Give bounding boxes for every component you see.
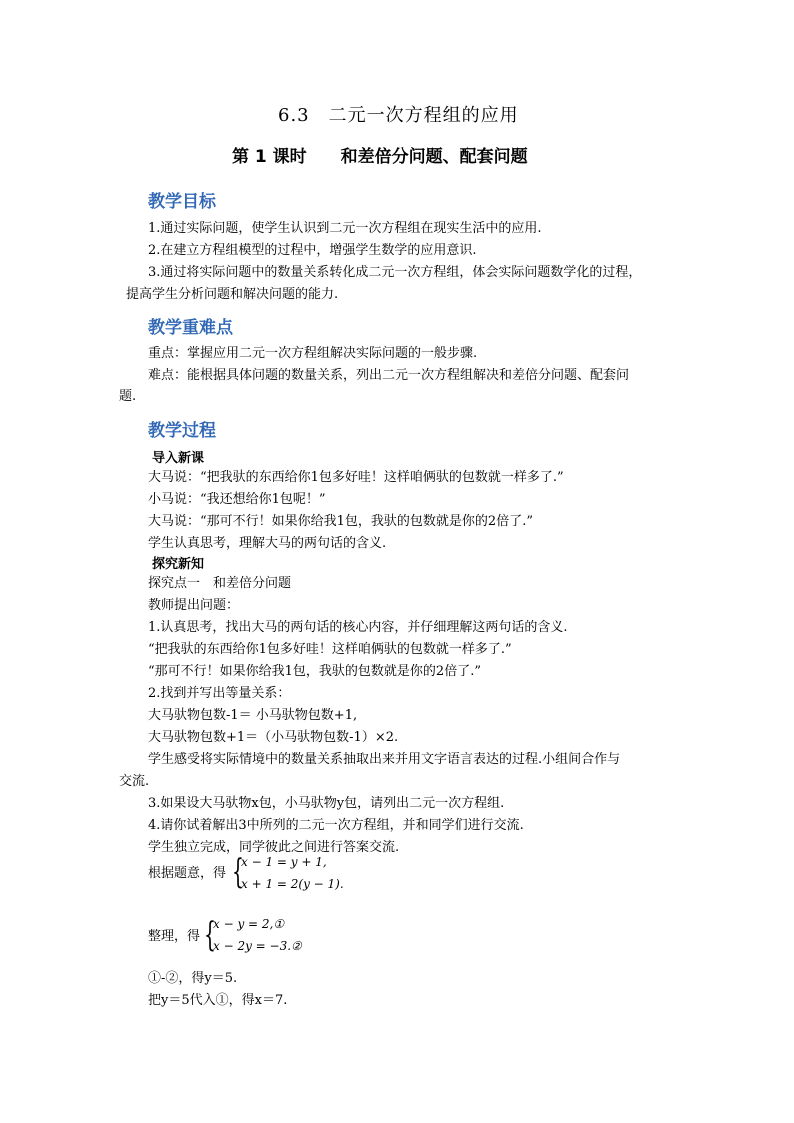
system2-brace: { xyxy=(204,915,216,955)
intro-line-2: 小马说：“我还想给你1包呢！” xyxy=(148,492,326,507)
section-heading-keypoints: 教学重难点 xyxy=(148,318,233,338)
goal-item-2: 2.在建立方程组模型的过程中，增强学生数学的应用意识. xyxy=(148,243,477,258)
explore-line-10: 3.如果设大马驮物x包，小马驮物y包，请列出二元一次方程组. xyxy=(148,796,505,811)
page-title: 6.3 二元一次方程组的应用 xyxy=(278,105,519,126)
keypoint-focus: 重点：掌握应用二元一次方程组解决实际问题的一般步骤. xyxy=(148,346,478,361)
subheading-explore: 探究新知 xyxy=(152,557,205,572)
explore-line-3: 1.认真思考，找出大马的两句话的核心内容，并仔细理解这两句话的含义. xyxy=(148,620,568,635)
explore-line-4: “把我驮的东西给你1包多好哇！这样咱俩驮的包数就一样多了.” xyxy=(148,642,512,657)
system1-brace: { xyxy=(232,852,244,892)
system1-eq1: x − 1 = y + 1, xyxy=(241,855,327,869)
solution-line-1: ①-②，得y＝5. xyxy=(148,971,238,986)
explore-line-1: 探究点一 和差倍分问题 xyxy=(148,576,292,591)
explore-line-12: 学生独立完成，同学彼此之间进行答案交流. xyxy=(148,840,400,855)
explore-line-9-cont: 交流. xyxy=(119,774,150,789)
explore-line-8: 大马驮物包数+1＝（小马驮物包数-1）×2. xyxy=(148,730,399,745)
solution-line-2: 把y＝5代入①，得x＝7. xyxy=(148,993,288,1008)
system2-eq1: x − y = 2,① xyxy=(213,917,285,931)
system1-eq2: x + 1 = 2(y − 1). xyxy=(241,877,344,891)
page-subtitle: 第 1 课时 和差倍分问题、配套问题 xyxy=(232,147,528,167)
explore-line-5: “那可不行！如果你给我1包，我驮的包数就是你的2倍了.” xyxy=(148,664,481,679)
goal-item-1: 1.通过实际问题，使学生认识到二元一次方程组在现实生活中的应用. xyxy=(148,221,542,236)
intro-line-1: 大马说：“把我驮的东西给你1包多好哇！这样咱俩驮的包数就一样多了.” xyxy=(148,470,564,485)
system2-eq2: x − 2y = −3.② xyxy=(213,939,302,953)
explore-line-6: 2.找到并写出等量关系： xyxy=(148,686,291,701)
section-heading-process: 教学过程 xyxy=(148,421,216,441)
system2-label: 整理，得 xyxy=(148,929,201,944)
explore-line-9: 学生感受将实际情境中的数量关系抽取出来并用文字语言表达的过程.小组间合作与 xyxy=(148,752,621,767)
explore-line-7: 大马驮物包数-1＝ 小马驮物包数+1, xyxy=(148,708,358,723)
goal-item-3-cont: 提高学生分析问题和解决问题的能力. xyxy=(126,287,339,302)
keypoint-difficulty-cont: 题. xyxy=(119,389,137,404)
explore-line-2: 教师提出问题： xyxy=(148,598,240,613)
subheading-intro: 导入新课 xyxy=(152,451,205,466)
system1-label: 根据题意，得 xyxy=(148,866,227,881)
goal-item-3: 3.通过将实际问题中的数量关系转化成二元一次方程组，体会实际问题数学化的过程， xyxy=(148,265,642,280)
section-heading-goals: 教学目标 xyxy=(148,192,216,212)
intro-line-4: 学生认真思考，理解大马的两句话的含义. xyxy=(148,536,387,551)
explore-line-11: 4.请你试着解出3中所列的二元一次方程组，并和同学们进行交流. xyxy=(148,818,524,833)
intro-line-3: 大马说：“那可不行！如果你给我1包，我驮的包数就是你的2倍了.” xyxy=(148,514,533,529)
keypoint-difficulty: 难点：能根据具体问题的数量关系，列出二元一次方程组解决和差倍分问题、配套问 xyxy=(148,368,630,383)
